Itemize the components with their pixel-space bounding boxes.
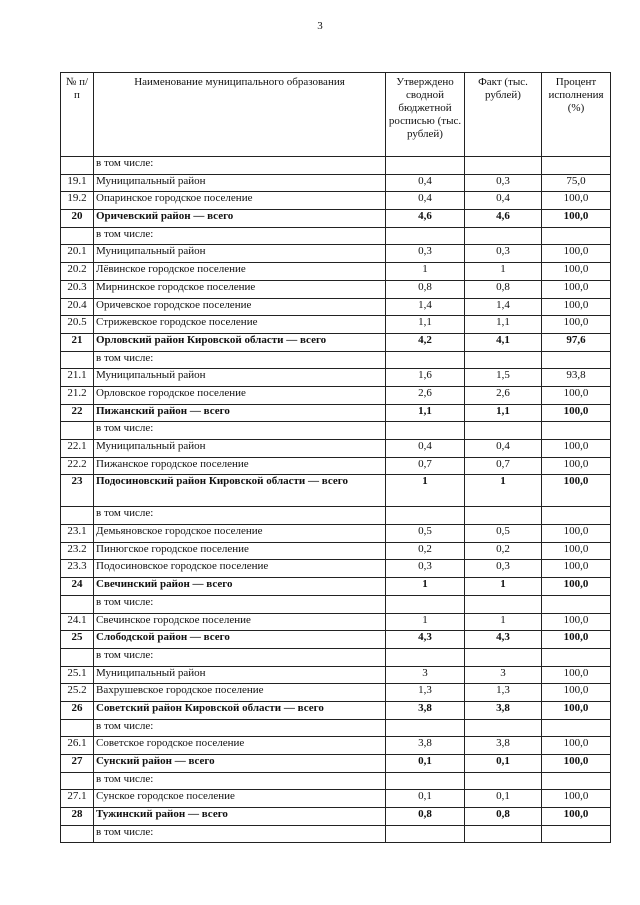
- row-approved: 0,3: [386, 560, 465, 578]
- row-percent: 100,0: [542, 613, 611, 631]
- row-approved: 3,8: [386, 737, 465, 755]
- row-name: Пижанское городское поселение: [94, 457, 386, 475]
- table-row: [61, 613, 611, 631]
- row-fact: [465, 719, 542, 737]
- row-number: 26: [61, 701, 94, 719]
- row-fact: 0,3: [465, 560, 542, 578]
- row-fact: 0,4: [465, 440, 542, 458]
- row-percent: [542, 648, 611, 666]
- row-number: 27: [61, 755, 94, 773]
- row-approved: 1,1: [386, 316, 465, 334]
- row-fact: 0,3: [465, 245, 542, 263]
- row-number: 22: [61, 404, 94, 422]
- table-row: [61, 507, 611, 525]
- table-row: [61, 422, 611, 440]
- row-fact: 0,8: [465, 280, 542, 298]
- row-number: 25.2: [61, 684, 94, 702]
- row-fact: [465, 157, 542, 175]
- row-fact: [465, 422, 542, 440]
- row-fact: 3: [465, 666, 542, 684]
- row-approved: 1: [386, 578, 465, 596]
- row-name: Сунское городское поселение: [94, 790, 386, 808]
- row-percent: [542, 772, 611, 790]
- row-fact: 2,6: [465, 386, 542, 404]
- row-number: 21.1: [61, 369, 94, 387]
- table-row: [61, 157, 611, 175]
- row-number: [61, 825, 94, 843]
- table-row: [61, 457, 611, 475]
- table-row: [61, 333, 611, 351]
- row-number: 21: [61, 333, 94, 351]
- row-percent: 100,0: [542, 245, 611, 263]
- table-row: [61, 263, 611, 281]
- row-approved: 1: [386, 263, 465, 281]
- row-percent: 100,0: [542, 316, 611, 334]
- row-approved: [386, 351, 465, 369]
- row-approved: [386, 422, 465, 440]
- row-approved: 3: [386, 666, 465, 684]
- table-row: [61, 701, 611, 719]
- row-name: Мирнинское городское поселение: [94, 280, 386, 298]
- header-name: Наименование муниципального образования: [94, 73, 386, 157]
- row-percent: 100,0: [542, 525, 611, 543]
- row-percent: 100,0: [542, 475, 611, 507]
- row-approved: 4,6: [386, 210, 465, 228]
- row-number: [61, 227, 94, 245]
- table-row: [61, 631, 611, 649]
- table-row: [61, 404, 611, 422]
- row-fact: [465, 772, 542, 790]
- row-fact: [465, 648, 542, 666]
- row-number: 22.2: [61, 457, 94, 475]
- row-percent: [542, 422, 611, 440]
- row-approved: 0,4: [386, 192, 465, 210]
- row-percent: 100,0: [542, 631, 611, 649]
- row-approved: 4,3: [386, 631, 465, 649]
- row-name: в том числе:: [94, 772, 386, 790]
- row-fact: 1,3: [465, 684, 542, 702]
- table-row: [61, 351, 611, 369]
- row-name: Тужинский район — всего: [94, 808, 386, 826]
- row-number: 24.1: [61, 613, 94, 631]
- row-number: [61, 157, 94, 175]
- row-number: 23.3: [61, 560, 94, 578]
- table-row: [61, 719, 611, 737]
- row-percent: 100,0: [542, 210, 611, 228]
- row-approved: 0,1: [386, 790, 465, 808]
- row-number: 19.2: [61, 192, 94, 210]
- row-number: 22.1: [61, 440, 94, 458]
- row-fact: 1,4: [465, 298, 542, 316]
- row-percent: 100,0: [542, 790, 611, 808]
- row-percent: 97,6: [542, 333, 611, 351]
- row-fact: [465, 825, 542, 843]
- table-row: [61, 316, 611, 334]
- row-percent: [542, 595, 611, 613]
- row-name: Лёвинское городское поселение: [94, 263, 386, 281]
- row-name: в том числе:: [94, 351, 386, 369]
- row-name: Оричевское городское поселение: [94, 298, 386, 316]
- row-number: [61, 351, 94, 369]
- row-percent: [542, 719, 611, 737]
- table-row: [61, 772, 611, 790]
- row-number: [61, 719, 94, 737]
- row-name: Вахрушевское городское поселение: [94, 684, 386, 702]
- row-percent: 100,0: [542, 684, 611, 702]
- row-fact: 4,3: [465, 631, 542, 649]
- row-percent: 100,0: [542, 457, 611, 475]
- row-percent: [542, 227, 611, 245]
- table-row: [61, 245, 611, 263]
- row-approved: 1: [386, 613, 465, 631]
- row-fact: 0,2: [465, 542, 542, 560]
- row-percent: 100,0: [542, 701, 611, 719]
- row-percent: [542, 825, 611, 843]
- header-fact: Факт (тыс. рублей): [465, 73, 542, 157]
- row-number: 23.2: [61, 542, 94, 560]
- row-number: [61, 595, 94, 613]
- row-approved: [386, 825, 465, 843]
- row-percent: [542, 157, 611, 175]
- row-name: Свечинское городское поселение: [94, 613, 386, 631]
- table-row: [61, 525, 611, 543]
- table-row: [61, 808, 611, 826]
- row-approved: [386, 227, 465, 245]
- row-name: Орловское городское поселение: [94, 386, 386, 404]
- row-fact: 1,1: [465, 404, 542, 422]
- table-row: [61, 666, 611, 684]
- row-approved: 0,3: [386, 245, 465, 263]
- row-percent: 100,0: [542, 542, 611, 560]
- row-approved: 0,1: [386, 755, 465, 773]
- row-number: [61, 507, 94, 525]
- budget-table: [60, 72, 611, 843]
- row-approved: [386, 719, 465, 737]
- row-percent: 100,0: [542, 440, 611, 458]
- row-percent: 100,0: [542, 404, 611, 422]
- header-num: № п/п: [61, 73, 94, 157]
- row-number: 20: [61, 210, 94, 228]
- row-name: Пижанский район — всего: [94, 404, 386, 422]
- table-row: [61, 755, 611, 773]
- row-name: Муниципальный район: [94, 245, 386, 263]
- row-name: Муниципальный район: [94, 440, 386, 458]
- table-row: [61, 210, 611, 228]
- row-name: Свечинский район — всего: [94, 578, 386, 596]
- header-approved: Утверждено сводной бюджетной росписью (тыс. рублей): [386, 73, 465, 157]
- table-row: [61, 386, 611, 404]
- row-number: 20.3: [61, 280, 94, 298]
- row-name: Слободской район — всего: [94, 631, 386, 649]
- table-row: [61, 560, 611, 578]
- table-row: [61, 440, 611, 458]
- row-fact: 1: [465, 578, 542, 596]
- row-fact: 1: [465, 613, 542, 631]
- header-percent: Процент исполнения (%): [542, 73, 611, 157]
- row-name: Советский район Кировской области — всего: [94, 701, 386, 719]
- row-approved: 0,4: [386, 174, 465, 192]
- row-number: 26.1: [61, 737, 94, 755]
- row-name: Муниципальный район: [94, 174, 386, 192]
- row-number: 25.1: [61, 666, 94, 684]
- row-percent: 100,0: [542, 808, 611, 826]
- row-name: в том числе:: [94, 595, 386, 613]
- table-row: [61, 369, 611, 387]
- row-percent: 100,0: [542, 737, 611, 755]
- row-fact: 3,8: [465, 737, 542, 755]
- row-fact: [465, 227, 542, 245]
- row-fact: 0,1: [465, 790, 542, 808]
- row-number: 25: [61, 631, 94, 649]
- row-number: 20.1: [61, 245, 94, 263]
- row-name: Советское городское поселение: [94, 737, 386, 755]
- row-percent: 100,0: [542, 755, 611, 773]
- row-name: в том числе:: [94, 422, 386, 440]
- row-number: [61, 422, 94, 440]
- row-fact: 3,8: [465, 701, 542, 719]
- row-name: Подосиновский район Кировской области — всего: [94, 475, 386, 507]
- table-row: [61, 192, 611, 210]
- row-fact: 1: [465, 475, 542, 507]
- row-number: 20.4: [61, 298, 94, 316]
- page-number: 3: [317, 20, 323, 32]
- row-approved: 3,8: [386, 701, 465, 719]
- row-approved: 1,1: [386, 404, 465, 422]
- row-number: 28: [61, 808, 94, 826]
- row-percent: 100,0: [542, 386, 611, 404]
- row-fact: 4,1: [465, 333, 542, 351]
- row-number: 20.2: [61, 263, 94, 281]
- row-name: Стрижевское городское поселение: [94, 316, 386, 334]
- row-fact: [465, 351, 542, 369]
- row-percent: 100,0: [542, 192, 611, 210]
- row-approved: 0,2: [386, 542, 465, 560]
- table-row: [61, 737, 611, 755]
- row-name: в том числе:: [94, 157, 386, 175]
- row-percent: 100,0: [542, 263, 611, 281]
- row-name: Опаринское городское поселение: [94, 192, 386, 210]
- table-row: [61, 790, 611, 808]
- table-row: [61, 578, 611, 596]
- table-row: [61, 227, 611, 245]
- row-approved: 0,8: [386, 280, 465, 298]
- row-name: в том числе:: [94, 648, 386, 666]
- row-fact: [465, 595, 542, 613]
- table-row: [61, 174, 611, 192]
- row-name: в том числе:: [94, 507, 386, 525]
- row-approved: [386, 157, 465, 175]
- row-fact: 0,8: [465, 808, 542, 826]
- row-approved: [386, 648, 465, 666]
- table-row: [61, 475, 611, 507]
- row-percent: 100,0: [542, 578, 611, 596]
- row-name: Орловский район Кировской области — всего: [94, 333, 386, 351]
- row-fact: 0,5: [465, 525, 542, 543]
- row-number: 23: [61, 475, 94, 507]
- row-approved: 0,7: [386, 457, 465, 475]
- table-row: [61, 298, 611, 316]
- table-row: [61, 648, 611, 666]
- table-row: [61, 542, 611, 560]
- row-fact: 0,7: [465, 457, 542, 475]
- row-percent: 93,8: [542, 369, 611, 387]
- row-percent: [542, 351, 611, 369]
- row-approved: 0,4: [386, 440, 465, 458]
- row-number: 27.1: [61, 790, 94, 808]
- row-percent: 100,0: [542, 560, 611, 578]
- row-fact: 4,6: [465, 210, 542, 228]
- row-number: [61, 648, 94, 666]
- row-approved: 1: [386, 475, 465, 507]
- row-name: Сунский район — всего: [94, 755, 386, 773]
- row-fact: 0,1: [465, 755, 542, 773]
- row-fact: 0,4: [465, 192, 542, 210]
- table-row: [61, 825, 611, 843]
- row-approved: 2,6: [386, 386, 465, 404]
- row-fact: 1: [465, 263, 542, 281]
- row-name: в том числе:: [94, 227, 386, 245]
- row-fact: 1,1: [465, 316, 542, 334]
- row-percent: 75,0: [542, 174, 611, 192]
- row-approved: 1,6: [386, 369, 465, 387]
- row-name: Подосиновское городское поселение: [94, 560, 386, 578]
- row-approved: [386, 772, 465, 790]
- table-row: [61, 280, 611, 298]
- row-percent: [542, 507, 611, 525]
- row-approved: [386, 595, 465, 613]
- table-body: [61, 157, 611, 843]
- row-approved: [386, 507, 465, 525]
- row-name: Муниципальный район: [94, 666, 386, 684]
- row-number: 19.1: [61, 174, 94, 192]
- row-approved: 0,8: [386, 808, 465, 826]
- row-number: 24: [61, 578, 94, 596]
- row-name: в том числе:: [94, 825, 386, 843]
- row-approved: 4,2: [386, 333, 465, 351]
- row-percent: 100,0: [542, 280, 611, 298]
- row-name: Пинюгское городское поселение: [94, 542, 386, 560]
- table-row: [61, 684, 611, 702]
- row-fact: [465, 507, 542, 525]
- row-approved: 0,5: [386, 525, 465, 543]
- row-number: 23.1: [61, 525, 94, 543]
- row-approved: 1,3: [386, 684, 465, 702]
- row-fact: 1,5: [465, 369, 542, 387]
- row-name: в том числе:: [94, 719, 386, 737]
- row-number: 21.2: [61, 386, 94, 404]
- table-row: [61, 595, 611, 613]
- row-name: Оричевский район — всего: [94, 210, 386, 228]
- row-percent: 100,0: [542, 298, 611, 316]
- row-number: [61, 772, 94, 790]
- row-name: Муниципальный район: [94, 369, 386, 387]
- row-approved: 1,4: [386, 298, 465, 316]
- row-number: 20.5: [61, 316, 94, 334]
- row-name: Демьяновское городское поселение: [94, 525, 386, 543]
- row-percent: 100,0: [542, 666, 611, 684]
- row-fact: 0,3: [465, 174, 542, 192]
